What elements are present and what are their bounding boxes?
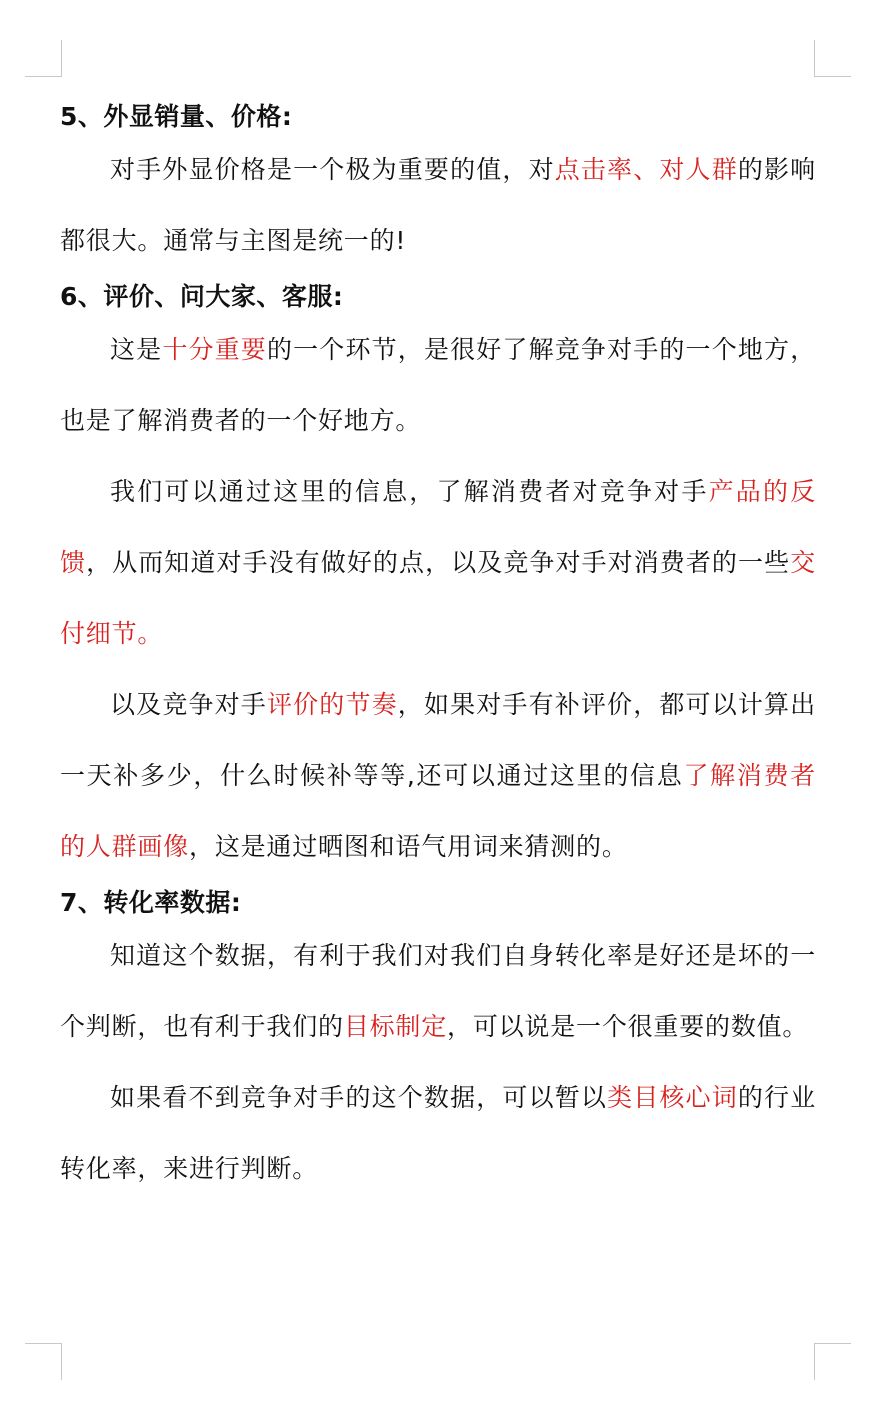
text-run: ，从而知道对手没有做好的点，以及竞争对手对消费者的一些 — [86, 548, 791, 577]
section-5-paragraph-1 — [60, 134, 816, 276]
highlight-text: 十分重要 — [162, 335, 267, 364]
highlight-text: 交付细节。 — [60, 548, 816, 648]
section-6-heading: 6、评价、问大家、客服: — [60, 282, 344, 311]
text-run: 对手外显价格是一个极为重要的值，对 — [110, 155, 555, 184]
document-body — [60, 84, 816, 1204]
crop-mark-bottom-left — [25, 1343, 62, 1380]
crop-mark-top-right — [814, 40, 851, 77]
crop-mark-top-left — [25, 40, 62, 77]
section-6-paragraph-2 — [60, 456, 816, 669]
highlight-text: 评价的节奏 — [266, 690, 398, 719]
section-6-paragraph-3 — [60, 669, 816, 882]
section-7-heading: 7、转化率数据: — [60, 888, 242, 917]
highlight-text: 目标制定 — [343, 1012, 448, 1041]
highlight-text: 产品的反馈 — [60, 477, 817, 577]
text-run: 这是 — [110, 335, 163, 364]
highlight-text: 类目核心词 — [607, 1083, 738, 1112]
text-run: 的一个环节，是很好了解竞争对手的一个地方，也是了解消费者的一个好地方。 — [60, 335, 816, 435]
text-run: 以及竞争对手 — [110, 690, 267, 719]
section-7-paragraph-1 — [60, 920, 816, 1062]
section-5-heading: 5、外显销量、价格: — [60, 102, 293, 131]
crop-mark-bottom-right — [814, 1343, 851, 1380]
highlight-text: 了解消费者的人群画像 — [60, 761, 816, 861]
highlight-text: 点击率、对人群 — [554, 155, 738, 184]
text-run: 的行业转化率，来进行判断。 — [60, 1083, 816, 1183]
text-run: 如果看不到竞争对手的这个数据，可以暂以 — [110, 1083, 608, 1112]
text-run: 的影响都很大。通常与主图是统一的! — [60, 155, 816, 255]
section-6-paragraph-1 — [60, 314, 816, 456]
text-run: ，可以说是一个很重要的数值。 — [447, 1012, 809, 1041]
text-run: ，这是通过晒图和语气用词来猜测的。 — [189, 832, 628, 861]
text-run: ，如果对手有补评价，都可以计算出一天补多少，什么时候补等等,还可以通过这里的信息 — [60, 690, 816, 790]
text-run: 我们可以通过这里的信息，了解消费者对竞争对手 — [110, 477, 709, 506]
section-7-paragraph-2 — [60, 1062, 816, 1204]
text-run: 知道这个数据，有利于我们对我们自身转化率是好还是坏的一个判断，也有利于我们的 — [60, 941, 816, 1041]
